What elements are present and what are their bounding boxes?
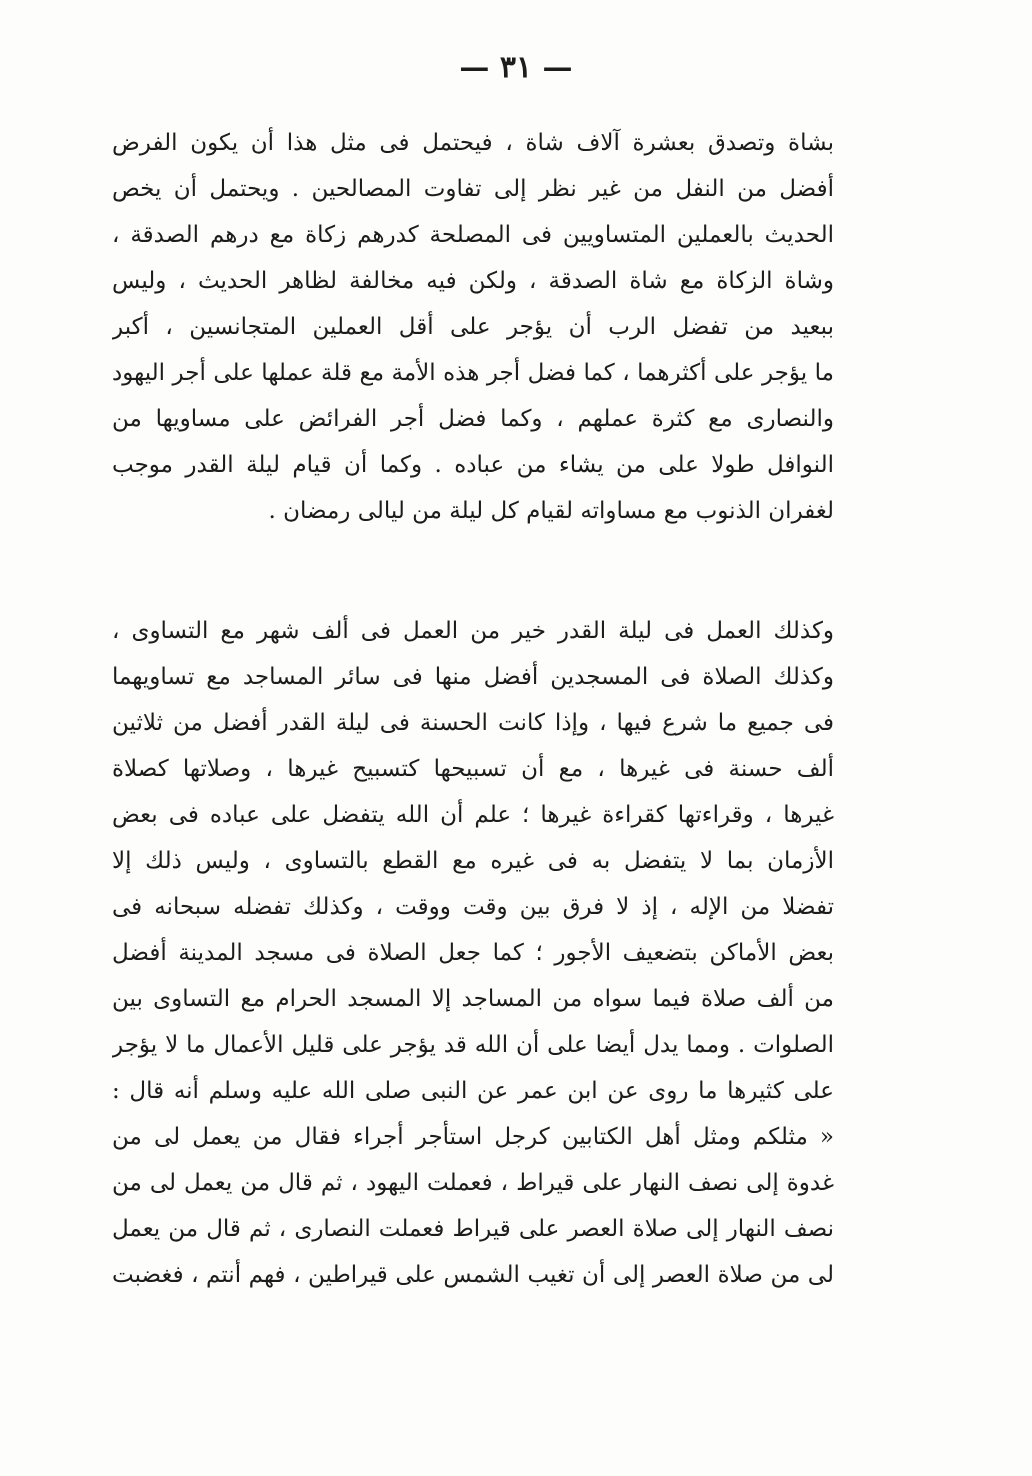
text-line: والنصارى مع كثرة عملهم ، وكما فضل أجر الفرائض على مساويها من xyxy=(112,406,834,432)
text-line: من ألف صلاة فيما سواه من المساجد إلا المسجد الحرام مع التساوى بين xyxy=(112,986,834,1012)
text-line: ما يؤجر على أكثرهما ، كما فضل أجر هذه الأمة مع قلة عملها على أجر اليهود xyxy=(112,360,834,386)
paragraph-2 xyxy=(112,608,834,1298)
text-line: لى من صلاة العصر إلى أن تغيب الشمس على قيراطين ، فهم أنتم ، فغضبت xyxy=(112,1262,834,1288)
text-line: بعض الأماكن بتضعيف الأجور ؛ كما جعل الصلاة فى مسجد المدينة أفضل xyxy=(112,940,834,966)
text-line: تفضلا من الإله ، إذ لا فرق بين وقت ووقت ، وكذلك تفضله سبحانه فى xyxy=(112,894,834,920)
text-line: فى جميع ما شرع فيها ، وإذا كانت الحسنة فى ليلة القدر أفضل من ثلاثين xyxy=(112,710,834,736)
text-line: « مثلكم ومثل أهل الكتابين كرجل استأجر أجراء فقال من يعمل لى من xyxy=(112,1124,834,1150)
text-line: لغفران الذنوب مع مساواته لقيام كل ليلة من ليالى رمضان . xyxy=(268,498,834,524)
text-line: النوافل طولا على من يشاء من عباده . وكما أن قيام ليلة القدر موجب xyxy=(112,452,834,478)
text-line: غدوة إلى نصف النهار على قيراط ، فعملت اليهود ، ثم قال من يعمل لى من xyxy=(112,1170,834,1196)
text-line: بشاة وتصدق بعشرة آلاف شاة ، فيحتمل فى مثل هذا أن يكون الفرض xyxy=(112,130,834,156)
text-line: وشاة الزكاة مع شاة الصدقة ، ولكن فيه مخالفة لظاهر الحديث ، وليس xyxy=(112,268,834,294)
text-line: الأزمان بما لا يتفضل به فى غيره مع القطع بالتساوى ، وليس ذلك إلا xyxy=(112,848,834,874)
text-line: وكذلك العمل فى ليلة القدر خير من العمل فى ألف شهر مع التساوى ، xyxy=(112,618,834,644)
text-line: وكذلك الصلاة فى المسجدين أفضل منها فى سائر المساجد مع تساويهما xyxy=(112,664,834,690)
text-line: الحديث بالعملين المتساويين فى المصلحة كدرهم زكاة مع درهم الصدقة ، xyxy=(112,222,834,248)
text-line: أفضل من النفل من غير نظر إلى تفاوت المصالحين . ويحتمل أن يخص xyxy=(112,176,834,202)
text-line: ألف حسنة فى غيرها ، مع أن تسبيحها كتسبيح غيرها ، وصلاتها كصلاة xyxy=(112,756,834,782)
text-line: غيرها ، وقراءتها كقراءة غيرها ؛ علم أن الله يتفضل على عباده فى بعض xyxy=(112,802,834,828)
text-line: الصلوات . ومما يدل أيضا على أن الله قد يؤجر على قليل الأعمال ما لا يؤجر xyxy=(112,1032,834,1058)
paragraph-1 xyxy=(112,120,834,534)
page-number: — ٣١ — xyxy=(459,50,573,85)
text-line: نصف النهار إلى صلاة العصر على قيراط فعملت النصارى ، ثم قال من يعمل xyxy=(112,1216,834,1242)
text-line: على كثيرها ما روى عن ابن عمر عن النبى صلى الله عليه وسلم أنه قال : xyxy=(112,1078,834,1104)
text-line: ببعيد من تفضل الرب أن يؤجر على أقل العملين المتجانسين ، أكبر xyxy=(112,314,834,340)
